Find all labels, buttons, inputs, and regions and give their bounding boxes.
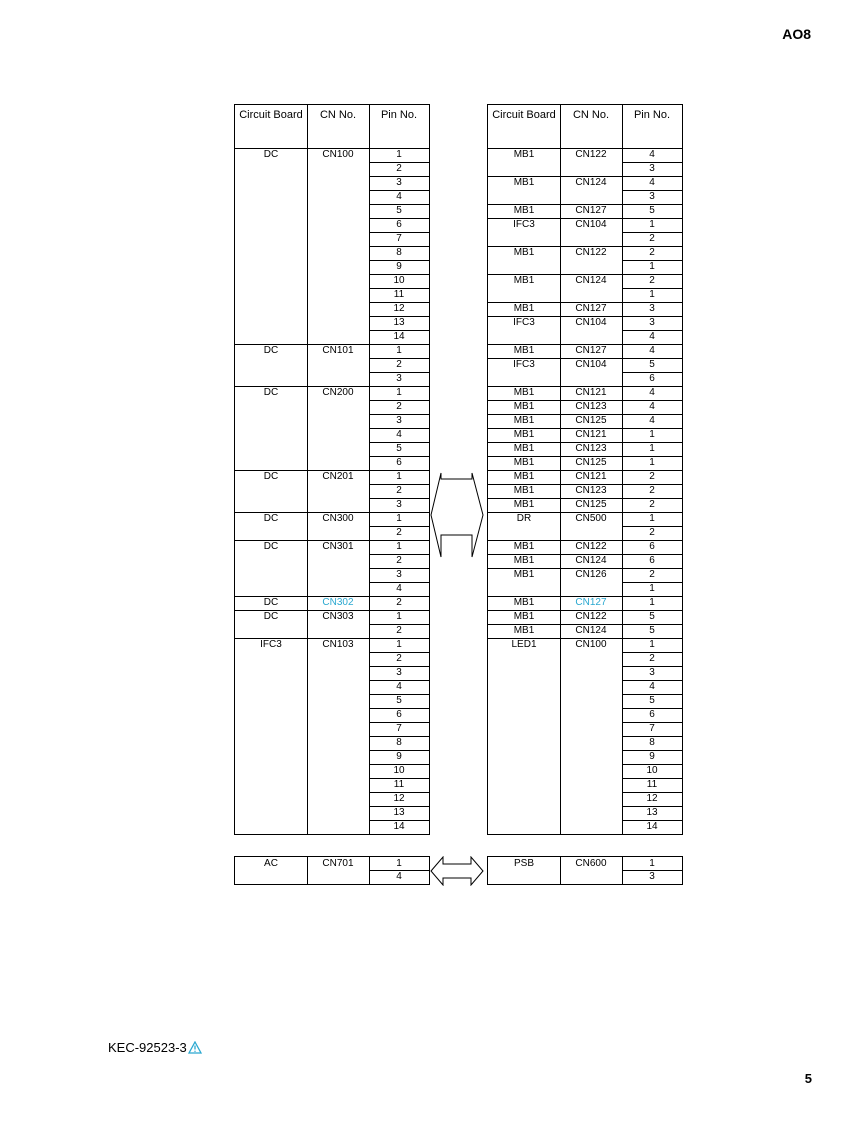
pin-number: 3: [396, 569, 402, 580]
pin-number: 5: [649, 611, 655, 622]
pin-number: 7: [649, 723, 655, 734]
pin-number: 2: [396, 555, 402, 566]
circuit-board-name: MB1: [513, 247, 535, 258]
pin-number: 6: [649, 709, 655, 720]
pin-number: 2: [649, 275, 655, 286]
cn-number: CN302: [322, 597, 354, 608]
circuit-board-name: DC: [263, 387, 279, 398]
cn-number: CN124: [575, 275, 607, 286]
circuit-board-name: DC: [263, 513, 279, 524]
pin-number: 13: [646, 807, 658, 818]
cn-number: CN127: [575, 303, 607, 314]
pin-number: 6: [649, 373, 655, 384]
pin-number: 4: [396, 681, 402, 692]
pin-number: 1: [396, 639, 402, 650]
pin-number: 9: [396, 261, 402, 272]
header-pin-no: Pin No.: [633, 109, 671, 121]
cn-number: CN122: [575, 149, 607, 160]
pin-number: 1: [396, 513, 402, 524]
pin-number: 3: [396, 499, 402, 510]
pin-number: 6: [649, 541, 655, 552]
pin-number: 5: [396, 205, 402, 216]
pin-number: 1: [649, 429, 655, 440]
cn-number: CN121: [575, 429, 607, 440]
cn-number: CN200: [322, 387, 354, 398]
pin-number: 4: [649, 387, 655, 398]
pin-number: 6: [396, 709, 402, 720]
pin-number: 5: [649, 625, 655, 636]
pin-number: 1: [649, 639, 655, 650]
circuit-board-name: PSB: [513, 858, 534, 869]
pin-number: 4: [396, 871, 402, 882]
pin-number: 1: [396, 387, 402, 398]
pin-number: 2: [396, 653, 402, 664]
circuit-board-name: DC: [263, 611, 279, 622]
cn-number: CN500: [575, 513, 607, 524]
pin-number: 1: [396, 345, 402, 356]
pin-number: 1: [649, 858, 655, 869]
header-circuit-board: Circuit Board: [492, 109, 556, 121]
circuit-board-name: DC: [263, 597, 279, 608]
cn-number: CN104: [575, 219, 607, 230]
header-pin-no: Pin No.: [380, 109, 418, 121]
circuit-board-name: DC: [263, 345, 279, 356]
pin-number: 3: [649, 871, 655, 882]
pin-number: 3: [649, 317, 655, 328]
pin-number: 2: [396, 485, 402, 496]
pin-number: 2: [649, 527, 655, 538]
cn-number: CN100: [575, 639, 607, 650]
cn-number: CN301: [322, 541, 354, 552]
circuit-board-name: AC: [264, 858, 278, 869]
pin-number: 5: [649, 205, 655, 216]
pin-number: 2: [649, 485, 655, 496]
small-double-arrow-icon: [429, 856, 485, 886]
pin-number: 8: [396, 247, 402, 258]
circuit-board-name: DC: [263, 471, 279, 482]
pin-number: 4: [649, 681, 655, 692]
pin-number: 6: [649, 555, 655, 566]
pin-number: 2: [396, 625, 402, 636]
pin-number: 6: [396, 457, 402, 468]
cn-number: CN125: [575, 415, 607, 426]
cn-number: CN300: [322, 513, 354, 524]
pin-number: 1: [649, 289, 655, 300]
circuit-board-name: DC: [263, 541, 279, 552]
cn-number: CN127: [575, 205, 607, 216]
cn-number: CN303: [322, 611, 354, 622]
connection-table-bottom-right: [487, 856, 683, 885]
cn-number: CN701: [322, 858, 354, 869]
pin-number: 3: [649, 303, 655, 314]
circuit-board-name: MB1: [513, 443, 535, 454]
circuit-board-name: IFC3: [260, 639, 282, 650]
pin-number: 2: [396, 527, 402, 538]
cn-number: CN104: [575, 359, 607, 370]
circuit-board-name: MB1: [513, 149, 535, 160]
pin-number: 3: [396, 415, 402, 426]
circuit-board-name: MB1: [513, 471, 535, 482]
pin-number: 3: [396, 373, 402, 384]
pin-number: 10: [393, 765, 405, 776]
pin-number: 8: [649, 737, 655, 748]
cn-number: CN124: [575, 625, 607, 636]
pin-number: 2: [649, 569, 655, 580]
cn-number: CN122: [575, 541, 607, 552]
header-cn-no: CN No.: [319, 109, 357, 121]
pin-number: 4: [649, 415, 655, 426]
cn-number: CN201: [322, 471, 354, 482]
cn-number: CN122: [575, 611, 607, 622]
pin-number: 4: [649, 177, 655, 188]
circuit-board-name: LED1: [511, 639, 537, 650]
pin-number: 12: [393, 303, 405, 314]
connection-table-right: [487, 104, 683, 835]
pin-number: 3: [396, 667, 402, 678]
pin-row-divider: [623, 834, 682, 835]
pin-number: 10: [646, 765, 658, 776]
pin-number: 4: [649, 149, 655, 160]
circuit-board-name: MB1: [513, 457, 535, 468]
pin-number: 1: [649, 583, 655, 594]
cn-number: CN124: [575, 555, 607, 566]
pin-number: 3: [396, 177, 402, 188]
cn-number: CN103: [322, 639, 354, 650]
cn-number: CN104: [575, 317, 607, 328]
circuit-board-name: MB1: [513, 485, 535, 496]
pin-number: 2: [649, 233, 655, 244]
pin-number: 5: [649, 359, 655, 370]
circuit-board-name: MB1: [513, 429, 535, 440]
pin-number: 2: [649, 247, 655, 258]
pin-number: 12: [393, 793, 405, 804]
document-code: [108, 1040, 202, 1055]
pin-number: 14: [393, 821, 405, 832]
pin-number: 2: [649, 471, 655, 482]
cn-number: CN123: [575, 485, 607, 496]
pin-number: 1: [396, 149, 402, 160]
cn-number: CN124: [575, 177, 607, 188]
cn-number: CN122: [575, 247, 607, 258]
circuit-board-name: MB1: [513, 611, 535, 622]
pin-number: 9: [396, 751, 402, 762]
circuit-board-name: MB1: [513, 499, 535, 510]
cn-number: CN123: [575, 401, 607, 412]
pin-number: 7: [396, 233, 402, 244]
pin-number: 12: [646, 793, 658, 804]
pin-number: 5: [396, 443, 402, 454]
cn-number: CN125: [575, 499, 607, 510]
page-number: 5: [804, 1071, 812, 1086]
connection-table-left: [234, 104, 430, 835]
pin-number: 3: [649, 191, 655, 202]
pin-number: 11: [393, 289, 405, 300]
pin-number: 10: [393, 275, 405, 286]
cn-number: CN100: [322, 149, 354, 160]
circuit-board-name: IFC3: [513, 359, 535, 370]
pin-number: 4: [396, 429, 402, 440]
circuit-board-name: MB1: [513, 177, 535, 188]
pin-number: 4: [396, 583, 402, 594]
pin-number: 1: [649, 219, 655, 230]
header-cn-no: CN No.: [572, 109, 610, 121]
circuit-board-name: MB1: [513, 345, 535, 356]
pin-number: 7: [396, 723, 402, 734]
pin-number: 3: [649, 667, 655, 678]
pin-number: 4: [649, 401, 655, 412]
circuit-board-name: DC: [263, 149, 279, 160]
pin-number: 14: [393, 331, 405, 342]
pin-number: 5: [396, 695, 402, 706]
circuit-board-name: MB1: [513, 569, 535, 580]
pin-number: 2: [649, 653, 655, 664]
document-code-text: KEC-92523-3: [108, 1040, 187, 1055]
pin-number: 6: [396, 219, 402, 230]
pin-number: 13: [393, 807, 405, 818]
pin-number: 1: [649, 261, 655, 272]
connection-table-bottom-left: [234, 856, 430, 885]
pin-number: 2: [396, 597, 402, 608]
cn-number: CN125: [575, 457, 607, 468]
header-circuit-board: Circuit Board: [239, 109, 303, 121]
cn-number: CN101: [322, 345, 354, 356]
pin-number: 2: [396, 359, 402, 370]
pin-number: 2: [649, 499, 655, 510]
cn-number: CN121: [575, 471, 607, 482]
pin-number: 1: [649, 597, 655, 608]
pin-number: 4: [649, 345, 655, 356]
pin-number: 1: [396, 541, 402, 552]
cn-number: CN123: [575, 443, 607, 454]
pin-number: 8: [396, 737, 402, 748]
pin-number: 5: [649, 695, 655, 706]
pin-number: 1: [649, 457, 655, 468]
circuit-board-name: MB1: [513, 387, 535, 398]
cn-number: CN127: [575, 345, 607, 356]
pin-number: 2: [396, 163, 402, 174]
double-arrow-icon: [429, 472, 485, 558]
circuit-board-name: MB1: [513, 401, 535, 412]
pin-number: 13: [393, 317, 405, 328]
pin-number: 3: [649, 163, 655, 174]
circuit-board-name: IFC3: [513, 219, 535, 230]
circuit-board-name: MB1: [513, 303, 535, 314]
pin-number: 9: [649, 751, 655, 762]
cn-number: CN600: [575, 858, 607, 869]
pin-number: 4: [396, 191, 402, 202]
circuit-board-name: MB1: [513, 275, 535, 286]
circuit-board-name: MB1: [513, 555, 535, 566]
warning-triangle-icon: [188, 1041, 202, 1054]
pin-number: 1: [396, 611, 402, 622]
pin-number: 11: [393, 779, 405, 790]
circuit-board-name: MB1: [513, 415, 535, 426]
pin-number: 1: [396, 471, 402, 482]
pin-row-divider: [370, 834, 429, 835]
pin-number: 11: [646, 779, 658, 790]
cn-number: CN127: [575, 597, 607, 608]
pin-number: 14: [646, 821, 658, 832]
circuit-board-name: DR: [516, 513, 532, 524]
circuit-board-name: MB1: [513, 541, 535, 552]
cn-number: CN121: [575, 387, 607, 398]
pin-number: 1: [649, 513, 655, 524]
pin-number: 1: [396, 858, 402, 869]
circuit-board-name: MB1: [513, 205, 535, 216]
model-name: AO8: [782, 26, 811, 42]
circuit-board-name: IFC3: [513, 317, 535, 328]
pin-number: 2: [396, 401, 402, 412]
pin-number: 1: [649, 443, 655, 454]
cn-number: CN126: [575, 569, 607, 580]
circuit-board-name: MB1: [513, 597, 535, 608]
pin-number: 4: [649, 331, 655, 342]
circuit-board-name: MB1: [513, 625, 535, 636]
